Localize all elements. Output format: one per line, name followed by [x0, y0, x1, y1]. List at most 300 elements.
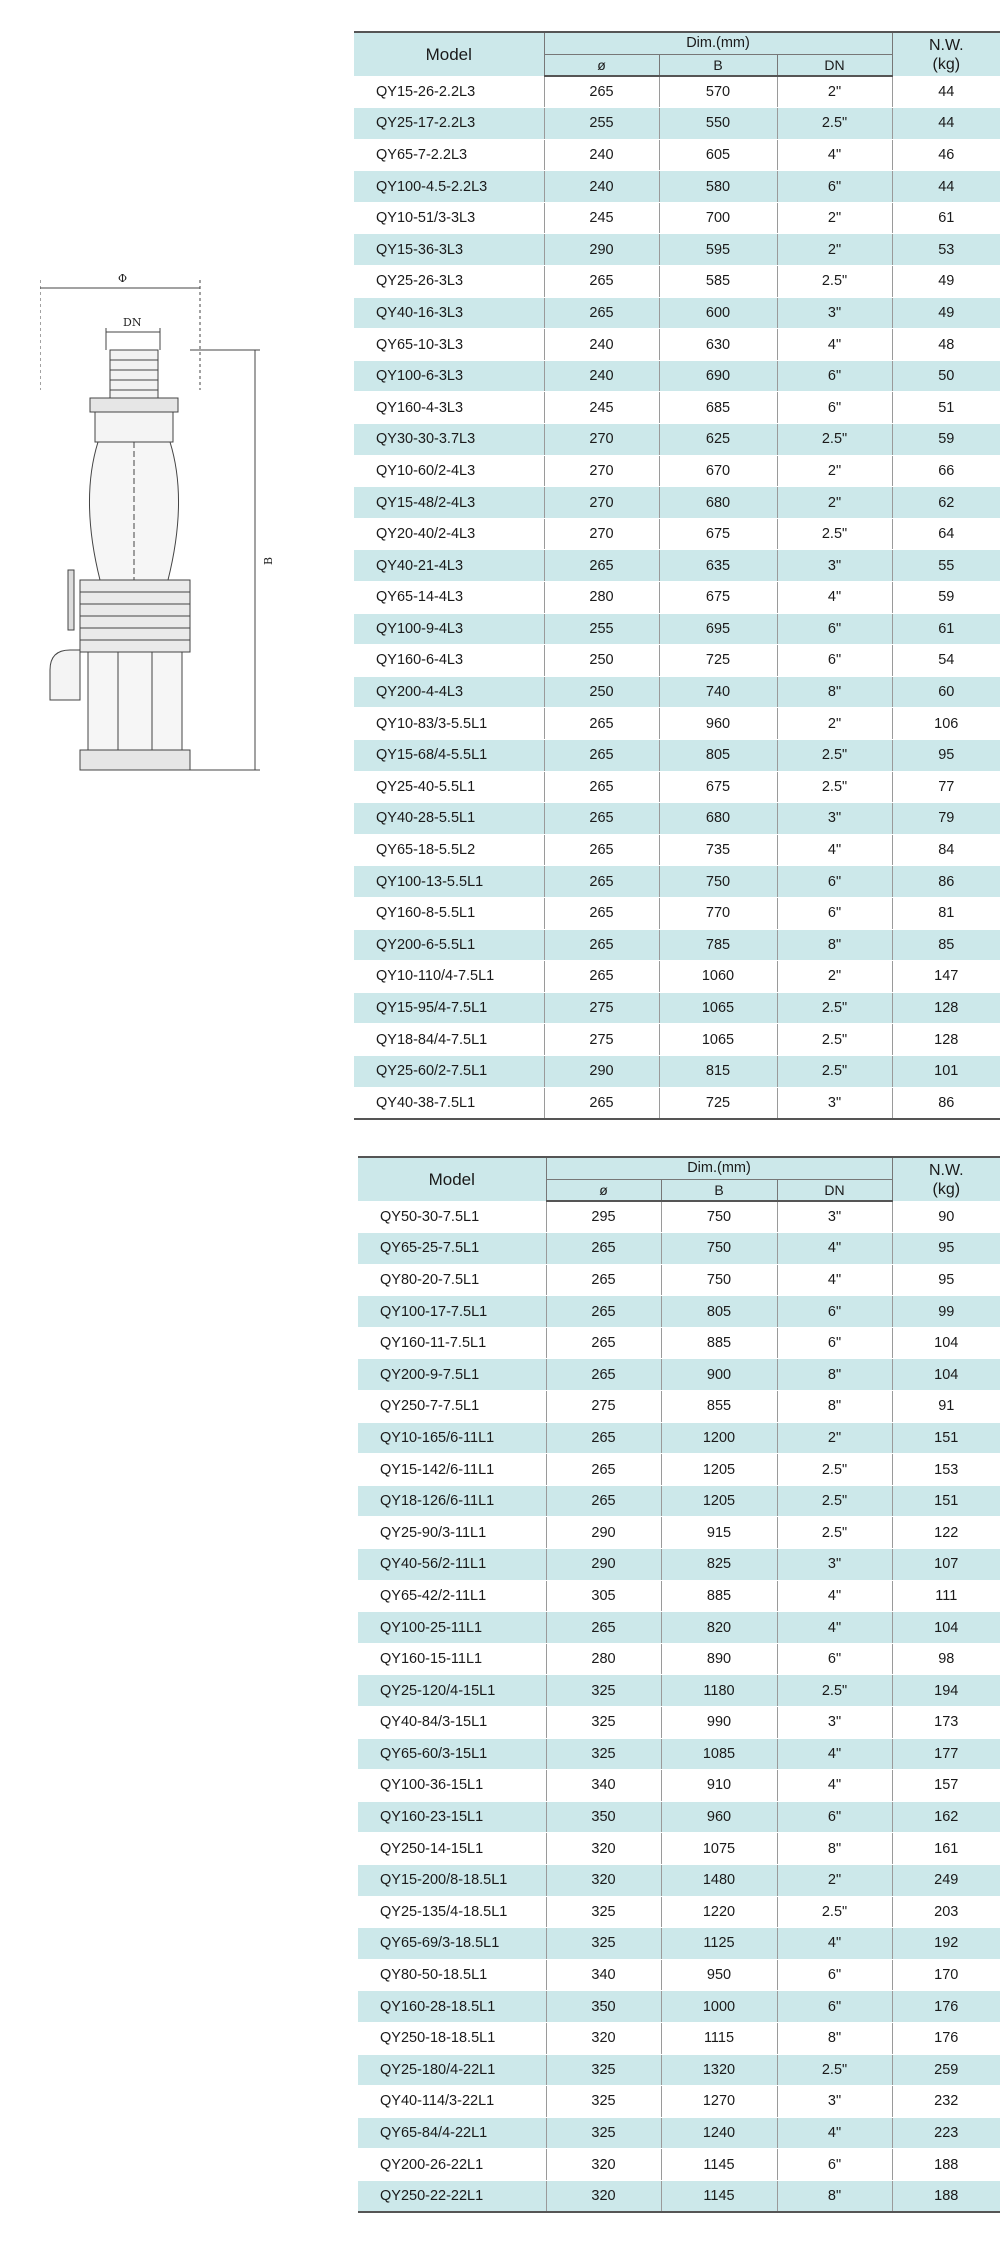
- cell-net-weight: 59: [892, 424, 1000, 456]
- cell-length-b: 570: [659, 76, 777, 108]
- cell-outlet-dn: 6": [777, 645, 892, 677]
- cell-outlet-dn: 2": [777, 961, 892, 993]
- cell-outlet-dn: 6": [777, 1991, 892, 2023]
- cell-model: QY25-135/4-18.5L1: [358, 1896, 546, 1928]
- cell-diameter: 265: [544, 929, 659, 961]
- cell-net-weight: 44: [892, 108, 1000, 140]
- cell-length-b: 1480: [661, 1864, 777, 1896]
- cell-outlet-dn: 3": [777, 1201, 892, 1233]
- table-row: [358, 1928, 1000, 1960]
- cell-net-weight: 232: [892, 2086, 1000, 2118]
- cell-model: QY65-25-7.5L1: [358, 1233, 546, 1265]
- cell-outlet-dn: 3": [777, 2086, 892, 2118]
- cell-diameter: 255: [544, 108, 659, 140]
- table-row: [358, 2117, 1000, 2149]
- cell-outlet-dn: 6": [777, 866, 892, 898]
- table-row: [358, 1233, 1000, 1265]
- cell-length-b: 855: [661, 1391, 777, 1423]
- cell-diameter: 350: [546, 1991, 661, 2023]
- cell-model: QY40-84/3-15L1: [358, 1707, 546, 1739]
- cell-net-weight: 194: [892, 1675, 1000, 1707]
- cell-model: QY80-20-7.5L1: [358, 1264, 546, 1296]
- table-row: [358, 1896, 1000, 1928]
- table-row: [358, 1770, 1000, 1802]
- cell-diameter: 240: [544, 360, 659, 392]
- cell-diameter: 265: [546, 1233, 661, 1265]
- table-row: [358, 1454, 1000, 1486]
- cell-diameter: 245: [544, 202, 659, 234]
- table-row: [358, 1422, 1000, 1454]
- cell-model: QY40-56/2-11L1: [358, 1549, 546, 1581]
- cell-model: QY160-8-5.5L1: [354, 897, 544, 929]
- cell-net-weight: 104: [892, 1612, 1000, 1644]
- header-nw-line2: (kg): [932, 1180, 961, 1198]
- table-row: [354, 202, 1000, 234]
- cell-model: QY20-40/2-4L3: [354, 518, 544, 550]
- header-net-weight: [892, 32, 1000, 76]
- table-row: [354, 139, 1000, 171]
- cell-length-b: 690: [659, 360, 777, 392]
- cell-net-weight: 84: [892, 834, 1000, 866]
- cell-length-b: 1180: [661, 1675, 777, 1707]
- table-row: [354, 961, 1000, 993]
- cell-diameter: 270: [544, 518, 659, 550]
- outlet-dn-label: DN: [123, 316, 142, 329]
- cell-length-b: 770: [659, 897, 777, 929]
- cell-diameter: 325: [546, 1675, 661, 1707]
- cell-model: QY200-26-22L1: [358, 2149, 546, 2181]
- cell-net-weight: 161: [892, 1833, 1000, 1865]
- header-model: Model: [358, 1157, 546, 1201]
- cell-length-b: 600: [659, 297, 777, 329]
- cell-model: QY15-68/4-5.5L1: [354, 739, 544, 771]
- cell-net-weight: 176: [892, 1991, 1000, 2023]
- table-row: [354, 76, 1000, 108]
- cell-net-weight: 170: [892, 1959, 1000, 1991]
- cell-length-b: 630: [659, 329, 777, 361]
- table-row: [354, 392, 1000, 424]
- table-row: [358, 2086, 1000, 2118]
- cell-diameter: 240: [544, 329, 659, 361]
- cell-net-weight: 49: [892, 297, 1000, 329]
- cell-outlet-dn: 3": [777, 550, 892, 582]
- cell-length-b: 670: [659, 455, 777, 487]
- cell-diameter: 250: [544, 676, 659, 708]
- cell-outlet-dn: 2.5": [777, 1024, 892, 1056]
- table-row: [358, 1833, 1000, 1865]
- cell-net-weight: 99: [892, 1296, 1000, 1328]
- cell-model: QY250-14-15L1: [358, 1833, 546, 1865]
- cell-diameter: 265: [544, 866, 659, 898]
- cell-length-b: 1270: [661, 2086, 777, 2118]
- table-row: [354, 708, 1000, 740]
- cell-net-weight: 48: [892, 329, 1000, 361]
- cell-net-weight: 101: [892, 1055, 1000, 1087]
- cell-model: QY100-4.5-2.2L3: [354, 171, 544, 203]
- cell-model: QY15-26-2.2L3: [354, 76, 544, 108]
- cell-length-b: 805: [661, 1296, 777, 1328]
- table-row: [358, 2054, 1000, 2086]
- cell-net-weight: 61: [892, 202, 1000, 234]
- cell-length-b: 825: [661, 1549, 777, 1581]
- cell-outlet-dn: 3": [777, 803, 892, 835]
- cell-length-b: 820: [661, 1612, 777, 1644]
- cell-net-weight: 86: [892, 1087, 1000, 1119]
- cell-diameter: 270: [544, 455, 659, 487]
- cell-length-b: 950: [661, 1959, 777, 1991]
- cell-outlet-dn: 6": [777, 1643, 892, 1675]
- cell-diameter: 265: [546, 1359, 661, 1391]
- cell-length-b: 680: [659, 487, 777, 519]
- cell-outlet-dn: 6": [777, 392, 892, 424]
- cell-model: QY100-9-4L3: [354, 613, 544, 645]
- cell-net-weight: 151: [892, 1485, 1000, 1517]
- cell-length-b: 1085: [661, 1738, 777, 1770]
- table-row: [354, 360, 1000, 392]
- cell-diameter: 240: [544, 139, 659, 171]
- cell-diameter: 275: [546, 1391, 661, 1423]
- cell-model: QY65-60/3-15L1: [358, 1738, 546, 1770]
- cell-length-b: 1205: [661, 1485, 777, 1517]
- cell-net-weight: 55: [892, 550, 1000, 582]
- table-row: [358, 1549, 1000, 1581]
- cell-outlet-dn: 4": [777, 582, 892, 614]
- cell-outlet-dn: 6": [777, 2149, 892, 2181]
- cell-model: QY200-6-5.5L1: [354, 929, 544, 961]
- cell-model: QY250-18-18.5L1: [358, 2022, 546, 2054]
- header-nw-line2: (kg): [932, 55, 961, 73]
- pump-dimension-drawing: [40, 270, 310, 790]
- spec-table-2: [358, 1156, 1000, 2213]
- cell-length-b: 680: [659, 803, 777, 835]
- header-dim-phi: ø: [546, 1179, 661, 1201]
- cell-diameter: 280: [544, 582, 659, 614]
- cell-outlet-dn: 2": [777, 234, 892, 266]
- cell-length-b: 1145: [661, 2180, 777, 2212]
- cell-length-b: 595: [659, 234, 777, 266]
- cell-outlet-dn: 6": [777, 1801, 892, 1833]
- cell-diameter: 305: [546, 1580, 661, 1612]
- header-dim-group: Dim.(mm): [544, 32, 892, 54]
- cell-net-weight: 162: [892, 1801, 1000, 1833]
- diameter-label: Φ: [118, 272, 128, 285]
- cell-outlet-dn: 8": [777, 676, 892, 708]
- header-dim-group: Dim.(mm): [546, 1157, 892, 1179]
- cell-outlet-dn: 2.5": [777, 1454, 892, 1486]
- cell-net-weight: 188: [892, 2180, 1000, 2212]
- cell-model: QY15-36-3L3: [354, 234, 544, 266]
- cell-diameter: 265: [544, 834, 659, 866]
- cell-length-b: 675: [659, 518, 777, 550]
- cell-net-weight: 104: [892, 1327, 1000, 1359]
- table-row: [354, 645, 1000, 677]
- cell-diameter: 265: [544, 708, 659, 740]
- cell-model: QY65-84/4-22L1: [358, 2117, 546, 2149]
- cell-length-b: 785: [659, 929, 777, 961]
- cell-model: QY65-42/2-11L1: [358, 1580, 546, 1612]
- cell-outlet-dn: 2.5": [777, 1675, 892, 1707]
- cell-diameter: 270: [544, 424, 659, 456]
- cell-diameter: 265: [546, 1264, 661, 1296]
- cell-length-b: 990: [661, 1707, 777, 1739]
- table-row: [358, 1201, 1000, 1233]
- cell-net-weight: 177: [892, 1738, 1000, 1770]
- cell-model: QY15-48/2-4L3: [354, 487, 544, 519]
- cell-net-weight: 90: [892, 1201, 1000, 1233]
- cell-model: QY15-142/6-11L1: [358, 1454, 546, 1486]
- cell-net-weight: 151: [892, 1422, 1000, 1454]
- cell-outlet-dn: 2.5": [777, 1896, 892, 1928]
- cell-model: QY100-36-15L1: [358, 1770, 546, 1802]
- cell-outlet-dn: 8": [777, 2022, 892, 2054]
- cell-diameter: 340: [546, 1959, 661, 1991]
- cell-diameter: 265: [544, 266, 659, 298]
- cell-length-b: 550: [659, 108, 777, 140]
- cell-length-b: 750: [661, 1264, 777, 1296]
- cell-length-b: 750: [659, 866, 777, 898]
- cell-diameter: 280: [546, 1643, 661, 1675]
- cell-outlet-dn: 2.5": [777, 992, 892, 1024]
- cell-outlet-dn: 2": [777, 1422, 892, 1454]
- cell-outlet-dn: 6": [777, 1296, 892, 1328]
- cell-net-weight: 81: [892, 897, 1000, 929]
- table-row: [358, 1675, 1000, 1707]
- cell-model: QY160-11-7.5L1: [358, 1327, 546, 1359]
- cell-outlet-dn: 4": [777, 1264, 892, 1296]
- header-net-weight: [892, 1157, 1000, 1201]
- cell-outlet-dn: 6": [777, 360, 892, 392]
- cell-length-b: 885: [661, 1580, 777, 1612]
- cell-net-weight: 44: [892, 171, 1000, 203]
- cell-net-weight: 147: [892, 961, 1000, 993]
- cell-model: QY18-84/4-7.5L1: [354, 1024, 544, 1056]
- header-dim-phi: ø: [544, 54, 659, 76]
- header-dim-dn: DN: [777, 1179, 892, 1201]
- cell-net-weight: 44: [892, 76, 1000, 108]
- cell-net-weight: 54: [892, 645, 1000, 677]
- cell-length-b: 910: [661, 1770, 777, 1802]
- cell-length-b: 1205: [661, 1454, 777, 1486]
- cell-outlet-dn: 2.5": [777, 771, 892, 803]
- cell-model: QY250-7-7.5L1: [358, 1391, 546, 1423]
- table-row: [358, 1991, 1000, 2023]
- cell-outlet-dn: 4": [777, 1233, 892, 1265]
- cell-model: QY30-30-3.7L3: [354, 424, 544, 456]
- spec-table-1: [354, 31, 1000, 1120]
- cell-length-b: 580: [659, 171, 777, 203]
- cell-outlet-dn: 2.5": [777, 2054, 892, 2086]
- cell-length-b: 725: [659, 1087, 777, 1119]
- cell-outlet-dn: 6": [777, 1959, 892, 1991]
- table-row: [358, 1391, 1000, 1423]
- header-nw-line1: N.W.: [928, 1161, 964, 1179]
- cell-model: QY40-28-5.5L1: [354, 803, 544, 835]
- cell-net-weight: 188: [892, 2149, 1000, 2181]
- cell-length-b: 915: [661, 1517, 777, 1549]
- cell-model: QY15-200/8-18.5L1: [358, 1864, 546, 1896]
- cell-net-weight: 62: [892, 487, 1000, 519]
- cell-model: QY25-17-2.2L3: [354, 108, 544, 140]
- cell-outlet-dn: 3": [777, 297, 892, 329]
- cell-net-weight: 46: [892, 139, 1000, 171]
- cell-diameter: 265: [546, 1485, 661, 1517]
- cell-length-b: 675: [659, 582, 777, 614]
- cell-outlet-dn: 4": [777, 834, 892, 866]
- cell-model: QY25-26-3L3: [354, 266, 544, 298]
- table-row: [354, 518, 1000, 550]
- cell-length-b: 1060: [659, 961, 777, 993]
- table-row: [354, 771, 1000, 803]
- cell-model: QY160-23-15L1: [358, 1801, 546, 1833]
- cell-outlet-dn: 2.5": [777, 518, 892, 550]
- table-row: [354, 234, 1000, 266]
- table-row: [354, 266, 1000, 298]
- table-row: [354, 424, 1000, 456]
- cell-outlet-dn: 2": [777, 487, 892, 519]
- cell-model: QY65-18-5.5L2: [354, 834, 544, 866]
- table-row: [358, 1864, 1000, 1896]
- cell-length-b: 750: [661, 1201, 777, 1233]
- table-row: [358, 1707, 1000, 1739]
- cell-net-weight: 192: [892, 1928, 1000, 1960]
- cell-net-weight: 60: [892, 676, 1000, 708]
- cell-length-b: 885: [661, 1327, 777, 1359]
- height-b-label: B: [262, 556, 275, 565]
- cell-diameter: 265: [544, 76, 659, 108]
- cell-outlet-dn: 8": [777, 929, 892, 961]
- cell-length-b: 1065: [659, 992, 777, 1024]
- cell-diameter: 320: [546, 2149, 661, 2181]
- cell-outlet-dn: 4": [777, 1770, 892, 1802]
- cell-outlet-dn: 4": [777, 329, 892, 361]
- table-row: [354, 487, 1000, 519]
- cell-outlet-dn: 3": [777, 1087, 892, 1119]
- cell-outlet-dn: 8": [777, 1359, 892, 1391]
- cell-length-b: 900: [661, 1359, 777, 1391]
- cell-diameter: 320: [546, 2180, 661, 2212]
- table-row: [354, 613, 1000, 645]
- cell-net-weight: 249: [892, 1864, 1000, 1896]
- table-row: [358, 2022, 1000, 2054]
- cell-length-b: 735: [659, 834, 777, 866]
- cell-model: QY65-69/3-18.5L1: [358, 1928, 546, 1960]
- cell-diameter: 320: [546, 2022, 661, 2054]
- cell-net-weight: 128: [892, 992, 1000, 1024]
- cell-length-b: 675: [659, 771, 777, 803]
- cell-net-weight: 50: [892, 360, 1000, 392]
- cell-model: QY40-21-4L3: [354, 550, 544, 582]
- cell-model: QY50-30-7.5L1: [358, 1201, 546, 1233]
- table-row: [358, 1612, 1000, 1644]
- cell-net-weight: 111: [892, 1580, 1000, 1612]
- cell-net-weight: 51: [892, 392, 1000, 424]
- table-row: [358, 1327, 1000, 1359]
- cell-model: QY100-17-7.5L1: [358, 1296, 546, 1328]
- cell-length-b: 635: [659, 550, 777, 582]
- cell-outlet-dn: 6": [777, 1327, 892, 1359]
- cell-model: QY65-14-4L3: [354, 582, 544, 614]
- table-row: [354, 1087, 1000, 1119]
- cell-outlet-dn: 2": [777, 76, 892, 108]
- cell-diameter: 265: [544, 1087, 659, 1119]
- cell-diameter: 325: [546, 2086, 661, 2118]
- cell-diameter: 240: [544, 171, 659, 203]
- cell-outlet-dn: 6": [777, 613, 892, 645]
- table-row: [354, 1024, 1000, 1056]
- cell-diameter: 265: [544, 297, 659, 329]
- cell-outlet-dn: 2.5": [777, 1485, 892, 1517]
- cell-model: QY100-6-3L3: [354, 360, 544, 392]
- cell-diameter: 275: [544, 992, 659, 1024]
- cell-diameter: 265: [544, 550, 659, 582]
- cell-length-b: 1065: [659, 1024, 777, 1056]
- header-dim-b: B: [659, 54, 777, 76]
- cell-outlet-dn: 8": [777, 1391, 892, 1423]
- table-row: [354, 834, 1000, 866]
- cell-outlet-dn: 2": [777, 708, 892, 740]
- table-1-body: [354, 76, 1000, 1119]
- table-2-body: [358, 1201, 1000, 2212]
- cell-diameter: 265: [544, 771, 659, 803]
- cell-model: QY40-114/3-22L1: [358, 2086, 546, 2118]
- cell-net-weight: 203: [892, 1896, 1000, 1928]
- cell-model: QY25-40-5.5L1: [354, 771, 544, 803]
- table-row: [358, 1959, 1000, 1991]
- table-row: [358, 1517, 1000, 1549]
- table-row: [358, 1359, 1000, 1391]
- cell-model: QY250-22-22L1: [358, 2180, 546, 2212]
- table-row: [354, 739, 1000, 771]
- cell-outlet-dn: 2.5": [777, 108, 892, 140]
- cell-net-weight: 98: [892, 1643, 1000, 1675]
- header-dim-dn: DN: [777, 54, 892, 76]
- cell-diameter: 320: [546, 1864, 661, 1896]
- cell-length-b: 815: [659, 1055, 777, 1087]
- cell-net-weight: 106: [892, 708, 1000, 740]
- table-row: [358, 1485, 1000, 1517]
- cell-net-weight: 128: [892, 1024, 1000, 1056]
- cell-net-weight: 53: [892, 234, 1000, 266]
- cell-net-weight: 95: [892, 1233, 1000, 1265]
- cell-model: QY10-51/3-3L3: [354, 202, 544, 234]
- cell-diameter: 320: [546, 1833, 661, 1865]
- cell-model: QY200-9-7.5L1: [358, 1359, 546, 1391]
- header-dim-b: B: [661, 1179, 777, 1201]
- cell-net-weight: 79: [892, 803, 1000, 835]
- table-row: [358, 2180, 1000, 2212]
- cell-model: QY65-10-3L3: [354, 329, 544, 361]
- cell-diameter: 265: [546, 1296, 661, 1328]
- cell-model: QY40-16-3L3: [354, 297, 544, 329]
- cell-length-b: 1240: [661, 2117, 777, 2149]
- cell-length-b: 960: [659, 708, 777, 740]
- cell-length-b: 1320: [661, 2054, 777, 2086]
- cell-net-weight: 153: [892, 1454, 1000, 1486]
- cell-model: QY25-180/4-22L1: [358, 2054, 546, 2086]
- table-row: [358, 1296, 1000, 1328]
- cell-model: QY100-13-5.5L1: [354, 866, 544, 898]
- cell-model: QY65-7-2.2L3: [354, 139, 544, 171]
- cell-diameter: 250: [544, 645, 659, 677]
- cell-model: QY15-95/4-7.5L1: [354, 992, 544, 1024]
- cell-length-b: 1125: [661, 1928, 777, 1960]
- cell-diameter: 265: [546, 1327, 661, 1359]
- cell-net-weight: 259: [892, 2054, 1000, 2086]
- cell-model: QY160-6-4L3: [354, 645, 544, 677]
- cell-outlet-dn: 4": [777, 139, 892, 171]
- table-row: [358, 1643, 1000, 1675]
- cell-length-b: 1200: [661, 1422, 777, 1454]
